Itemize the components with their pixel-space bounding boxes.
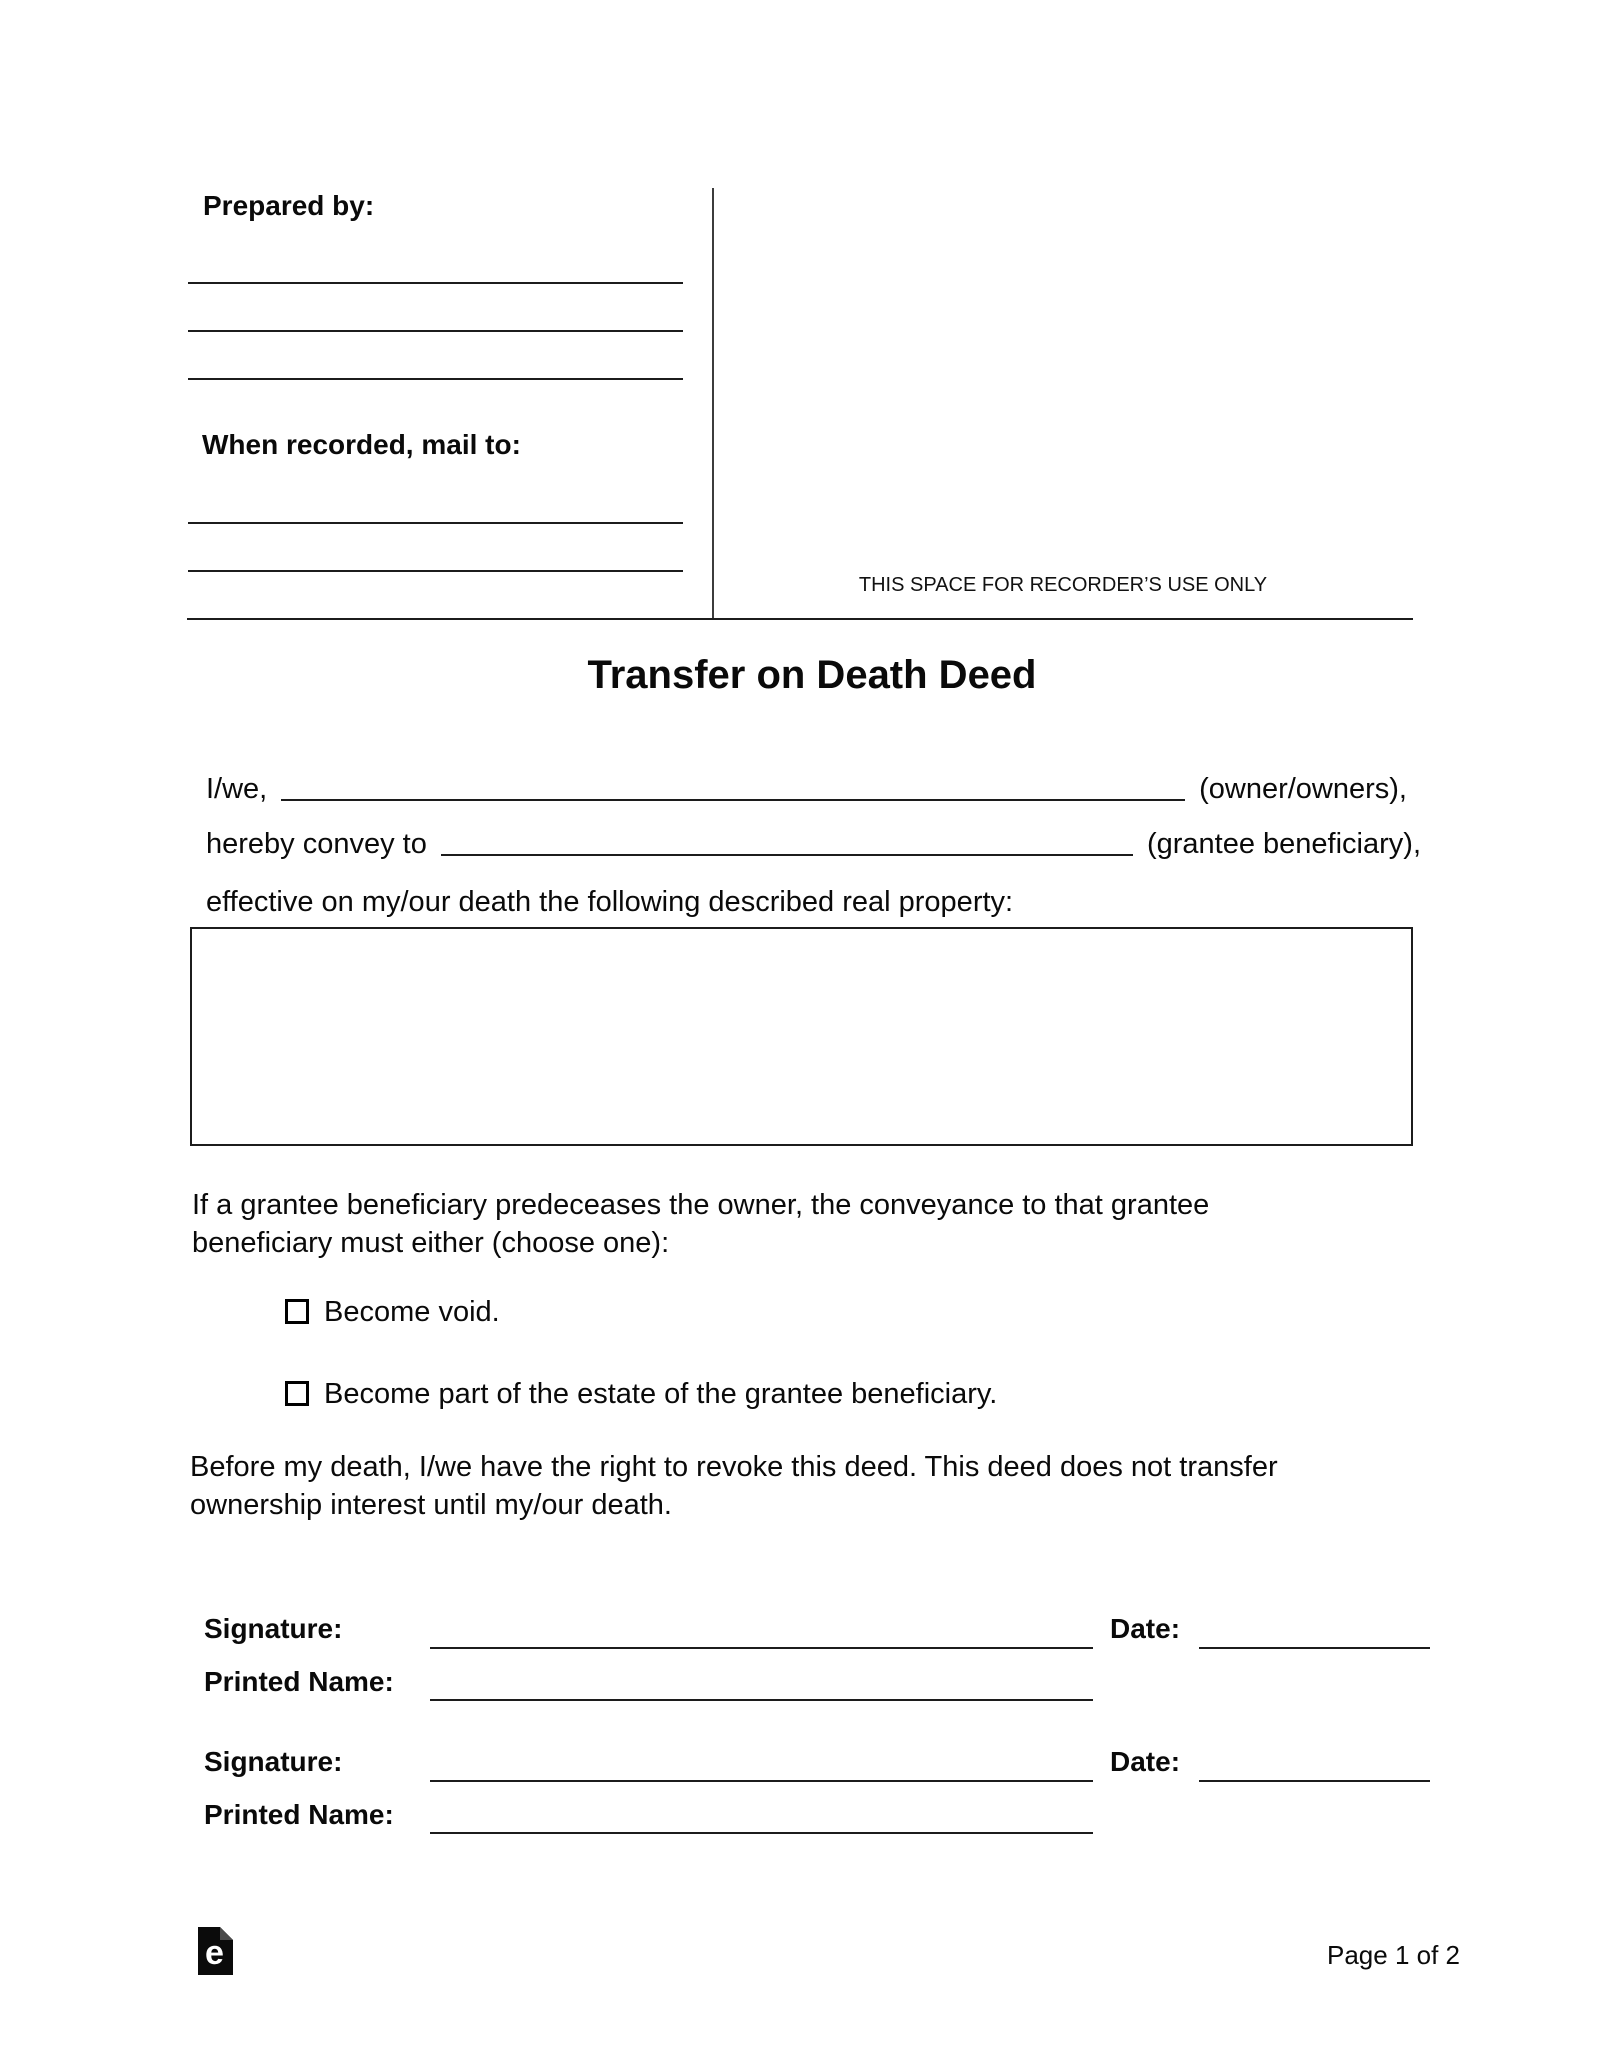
- signature-label-1: Signature:: [204, 1613, 343, 1644]
- date-line-2[interactable]: [1199, 1780, 1430, 1782]
- prepared-by-line-3[interactable]: [188, 378, 683, 380]
- mail-to-label: When recorded, mail to:: [202, 429, 521, 460]
- eforms-document-logo-icon: [198, 1927, 233, 1975]
- recorder-use-only-notice: THIS SPACE FOR RECORDER’S USE ONLY: [858, 574, 1268, 596]
- signature-line-2[interactable]: [430, 1780, 1093, 1782]
- owner-row-suffix: (owner/owners),: [1199, 773, 1407, 805]
- page-number: Page 1 of 2: [1327, 1940, 1460, 1970]
- printed-name-label-1: Printed Name:: [204, 1666, 394, 1697]
- header-bottom-rule: [187, 618, 1413, 620]
- owner-row-prefix: I/we,: [206, 773, 268, 805]
- signature-line-1[interactable]: [430, 1647, 1093, 1649]
- date-line-1[interactable]: [1199, 1647, 1430, 1649]
- printed-name-line-2[interactable]: [430, 1832, 1093, 1834]
- logo-letter: e: [205, 1934, 224, 1972]
- owner-row: [206, 770, 1407, 808]
- checkbox-become-estate[interactable]: [285, 1381, 309, 1406]
- predecease-line-2: beneficiary must either (choose one):: [192, 1227, 670, 1259]
- grantee-row: [206, 825, 1421, 863]
- intro-line-3: effective on my/our death the following described real property:: [206, 886, 1014, 918]
- signature-label-2: Signature:: [204, 1746, 343, 1777]
- mail-to-line-2[interactable]: [188, 570, 683, 572]
- printed-name-line-1[interactable]: [430, 1699, 1093, 1701]
- checkbox-become-estate-label: Become part of the estate of the grantee beneficiary.: [324, 1378, 998, 1410]
- revocation-line-2: ownership interest until my/our death.: [190, 1489, 672, 1521]
- checkbox-become-void[interactable]: [285, 1299, 309, 1324]
- date-label-2: Date:: [1110, 1746, 1181, 1777]
- grantee-row-suffix: (grantee beneficiary),: [1146, 828, 1421, 860]
- grantee-name-field[interactable]: [441, 846, 1133, 856]
- printed-name-label-2: Printed Name:: [204, 1799, 394, 1830]
- mail-to-line-1[interactable]: [188, 522, 683, 524]
- prepared-by-line-1[interactable]: [188, 282, 683, 284]
- checkbox-become-void-label: Become void.: [324, 1296, 500, 1328]
- revocation-line-1: Before my death, I/we have the right to revoke this deed. This deed does not transfer: [190, 1451, 1278, 1483]
- grantee-row-prefix: hereby convey to: [206, 828, 427, 860]
- date-label-1: Date:: [1110, 1613, 1181, 1644]
- header-vertical-divider: [712, 188, 714, 619]
- prepared-by-line-2[interactable]: [188, 330, 683, 332]
- predecease-line-1: If a grantee beneficiary predeceases the owner, the conveyance to that grantee: [192, 1189, 1210, 1221]
- prepared-by-label: Prepared by:: [203, 190, 375, 221]
- owner-name-field[interactable]: [281, 791, 1185, 801]
- page-title: Transfer on Death Deed: [587, 653, 1037, 697]
- property-description-box[interactable]: [190, 927, 1413, 1146]
